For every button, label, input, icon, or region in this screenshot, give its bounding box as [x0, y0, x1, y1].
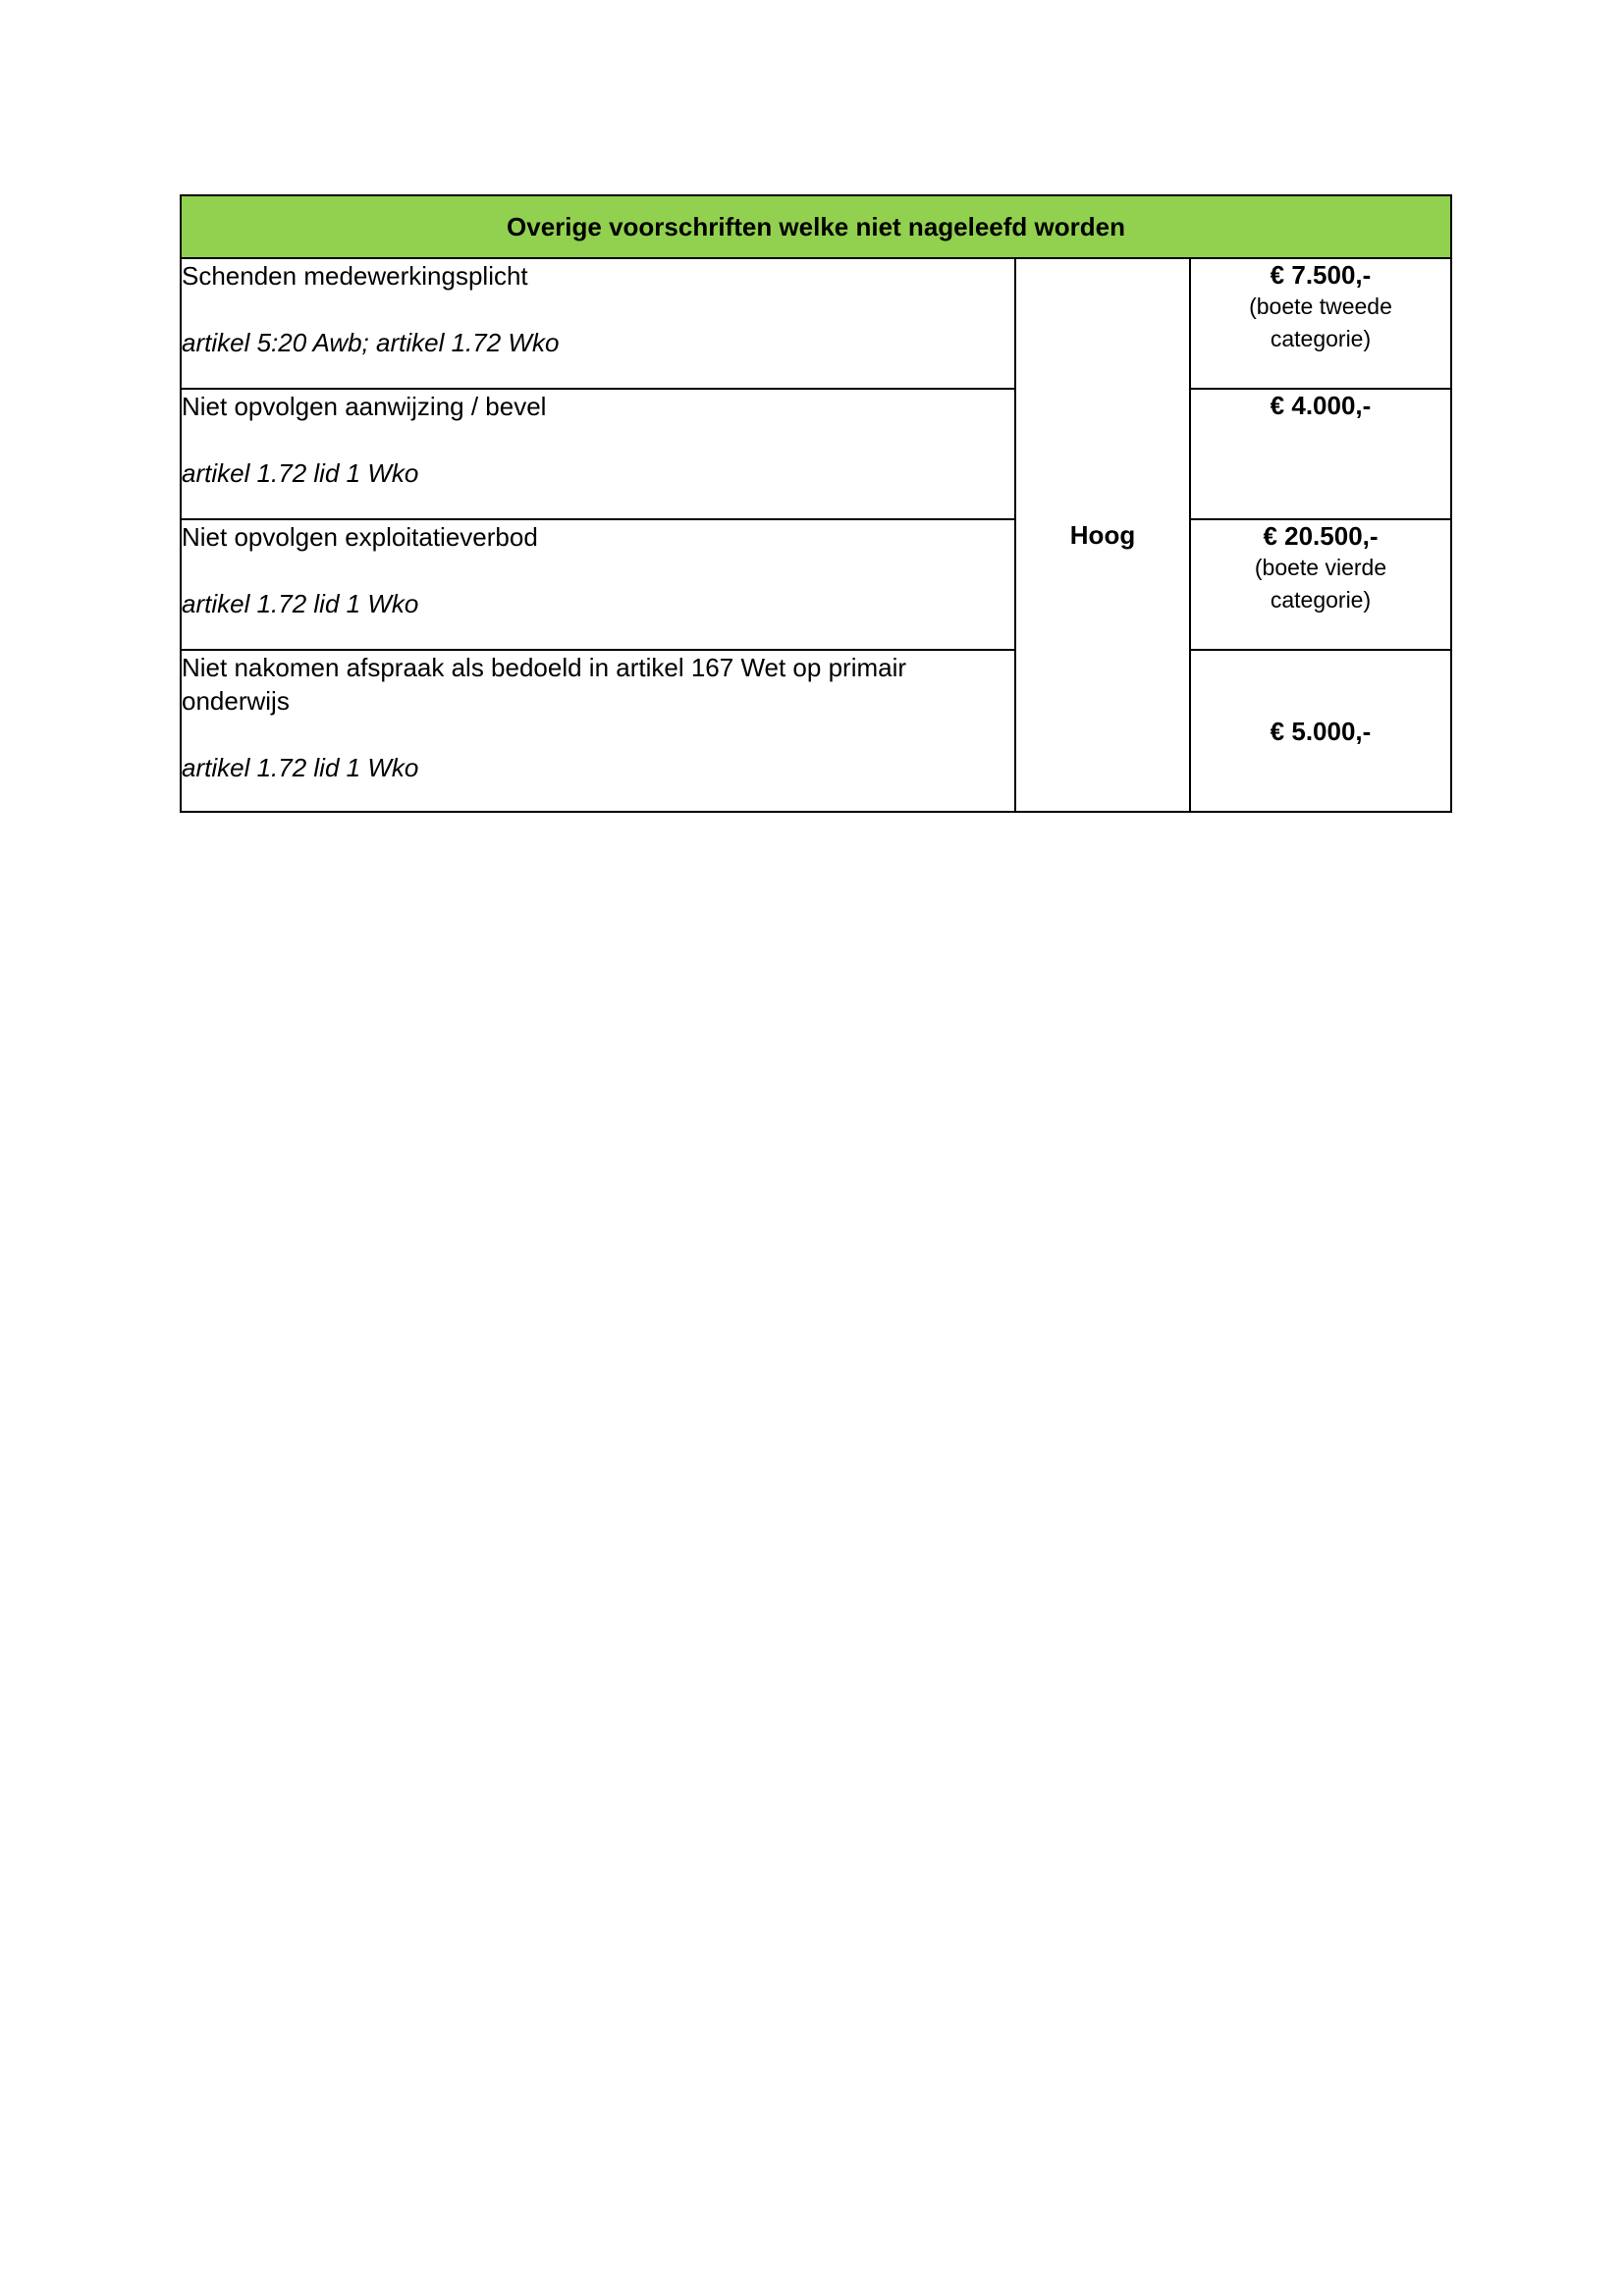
table-row: [181, 650, 1451, 812]
table-row: [181, 389, 1451, 519]
violation-cell: [181, 258, 1015, 389]
fine-cell: [1190, 519, 1451, 650]
fine-category-note: categorie): [1270, 326, 1372, 351]
fine-amount: € 20.500,-: [1263, 521, 1379, 551]
fine-amount: € 7.500,-: [1270, 260, 1372, 290]
violation-title: Niet opvolgen exploitatieverbod: [182, 522, 538, 552]
fine-amount: € 5.000,-: [1270, 716, 1372, 746]
table-row: [181, 258, 1451, 389]
fine-cell: [1190, 650, 1451, 812]
fine-category-note: (boete tweede: [1249, 294, 1392, 319]
severity-level: Hoog: [1015, 258, 1190, 812]
legal-reference: artikel 1.72 lid 1 Wko: [182, 753, 419, 782]
table-header: Overige voorschriften welke niet nageleefd worden: [181, 195, 1451, 258]
legal-reference: artikel 1.72 lid 1 Wko: [182, 458, 419, 488]
fine-category-note: (boete vierde: [1254, 555, 1387, 580]
violation-title-continued: onderwijs: [182, 686, 290, 716]
document-page: [180, 194, 1450, 813]
fine-cell: [1190, 389, 1451, 519]
legal-reference: artikel 5:20 Awb; artikel 1.72 Wko: [182, 328, 560, 357]
fines-table: [180, 194, 1452, 813]
fine-category-note: categorie): [1270, 587, 1372, 613]
violation-cell: [181, 519, 1015, 650]
table-row: [181, 519, 1451, 650]
violation-title: Niet nakomen afspraak als bedoeld in artikel 167 Wet op primair: [182, 653, 907, 682]
legal-reference: artikel 1.72 lid 1 Wko: [182, 589, 419, 618]
violation-cell: [181, 389, 1015, 519]
violation-title: Schenden medewerkingsplicht: [182, 261, 528, 291]
violation-title: Niet opvolgen aanwijzing / bevel: [182, 392, 547, 421]
violation-cell: [181, 650, 1015, 812]
fine-cell: [1190, 258, 1451, 389]
fine-amount: € 4.000,-: [1270, 391, 1372, 420]
